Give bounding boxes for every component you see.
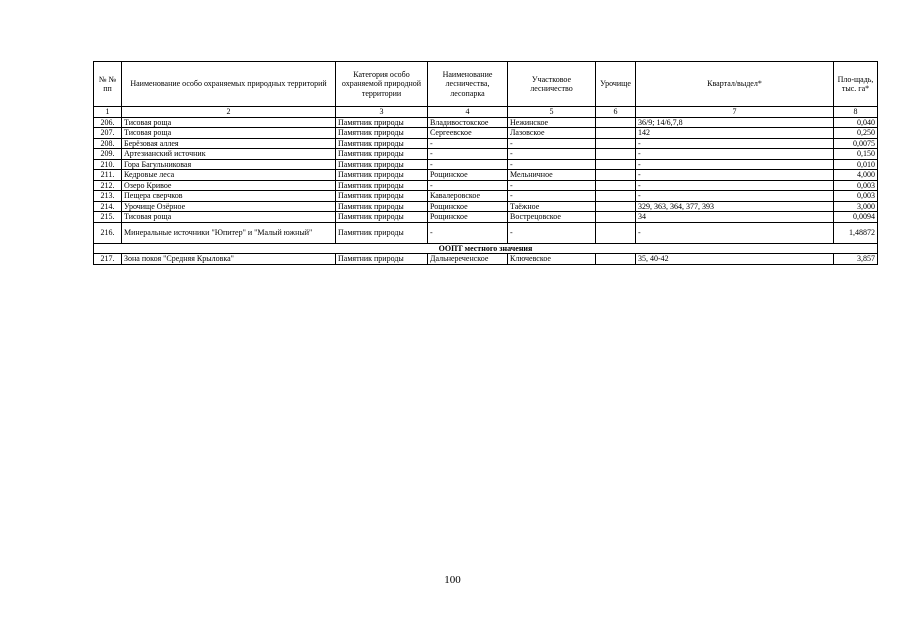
cell-tract [596, 159, 636, 170]
cell-district: Вострецовское [508, 212, 596, 223]
cell-forestry: - [428, 138, 508, 149]
header-block: Квартал/выдел* [636, 62, 834, 107]
cell-number: 206. [94, 117, 122, 128]
cell-block: 34 [636, 212, 834, 223]
cell-district: - [508, 222, 596, 243]
cell-tract [596, 222, 636, 243]
column-number-row [94, 107, 878, 118]
cell-area: 3,857 [834, 254, 878, 265]
cell-tract [596, 180, 636, 191]
column-number: 2 [122, 107, 336, 118]
cell-name: Тисовая роща [122, 212, 336, 223]
column-number: 6 [596, 107, 636, 118]
cell-category: Памятник природы [336, 128, 428, 139]
table-row [94, 212, 878, 223]
column-number: 8 [834, 107, 878, 118]
header-number: № № пп [94, 62, 122, 107]
cell-block: 142 [636, 128, 834, 139]
cell-name: Тисовая роща [122, 128, 336, 139]
cell-area: 0,0075 [834, 138, 878, 149]
table-row [94, 138, 878, 149]
cell-forestry: Рощинское [428, 201, 508, 212]
table-row [94, 254, 878, 265]
cell-number: 209. [94, 149, 122, 160]
cell-category: Памятник природы [336, 170, 428, 181]
table-row [94, 128, 878, 139]
cell-area: 0,003 [834, 191, 878, 202]
table-row [94, 159, 878, 170]
cell-forestry: Владивостокское [428, 117, 508, 128]
cell-district: - [508, 159, 596, 170]
cell-number: 215. [94, 212, 122, 223]
cell-category: Памятник природы [336, 138, 428, 149]
table-row [94, 222, 878, 243]
cell-tract [596, 201, 636, 212]
cell-category: Памятник природы [336, 212, 428, 223]
cell-area: 0,010 [834, 159, 878, 170]
cell-tract [596, 254, 636, 265]
column-number: 7 [636, 107, 834, 118]
cell-name: Гора Багульниковая [122, 159, 336, 170]
column-number: 3 [336, 107, 428, 118]
cell-tract [596, 212, 636, 223]
cell-number: 214. [94, 201, 122, 212]
cell-tract [596, 138, 636, 149]
cell-category: Памятник природы [336, 159, 428, 170]
cell-number: 212. [94, 180, 122, 191]
cell-district: - [508, 180, 596, 191]
cell-district: Ключевское [508, 254, 596, 265]
cell-district: Нежинское [508, 117, 596, 128]
cell-area: 0,003 [834, 180, 878, 191]
cell-category: Памятник природы [336, 191, 428, 202]
cell-tract [596, 170, 636, 181]
section-title: ООПТ местного значения [94, 243, 878, 254]
header-tract: Урочище [596, 62, 636, 107]
cell-category: Памятник природы [336, 149, 428, 160]
column-number: 4 [428, 107, 508, 118]
cell-category: Памятник природы [336, 254, 428, 265]
cell-tract [596, 117, 636, 128]
cell-forestry: Рощинское [428, 170, 508, 181]
cell-area: 0,150 [834, 149, 878, 160]
table-header-row [94, 62, 878, 107]
table-row [94, 201, 878, 212]
cell-name: Тисовая роща [122, 117, 336, 128]
cell-district: Лазовское [508, 128, 596, 139]
cell-block: - [636, 170, 834, 181]
header-area: Пло-щадь, тыс. га* [834, 62, 878, 107]
cell-name: Минеральные источники "Юпитер" и "Малый южный" [122, 222, 336, 243]
cell-block: - [636, 222, 834, 243]
page-number: 100 [444, 574, 461, 586]
cell-district: Мельничное [508, 170, 596, 181]
cell-tract [596, 191, 636, 202]
table-row [94, 149, 878, 160]
cell-name: Озеро Кривое [122, 180, 336, 191]
cell-block: 329, 363, 364, 377, 393 [636, 201, 834, 212]
cell-name: Пещера сверчков [122, 191, 336, 202]
header-category: Категория особо охраняемой природной территории [336, 62, 428, 107]
cell-forestry: Рощинское [428, 212, 508, 223]
table-row [94, 180, 878, 191]
cell-number: 217. [94, 254, 122, 265]
document-table-container [93, 61, 877, 265]
cell-category: Памятник природы [336, 180, 428, 191]
column-number: 5 [508, 107, 596, 118]
cell-tract [596, 128, 636, 139]
table-row [94, 117, 878, 128]
cell-area: 3,000 [834, 201, 878, 212]
cell-block: - [636, 159, 834, 170]
cell-name: Берёзовая аллея [122, 138, 336, 149]
cell-name: Зона покоя "Средняя Крыловка" [122, 254, 336, 265]
cell-forestry: Сергеевское [428, 128, 508, 139]
cell-number: 208. [94, 138, 122, 149]
cell-forestry: - [428, 222, 508, 243]
cell-category: Памятник природы [336, 201, 428, 212]
cell-name: Кедровые леса [122, 170, 336, 181]
table-row [94, 191, 878, 202]
table-row [94, 170, 878, 181]
cell-block: 36/9; 14/6,7,8 [636, 117, 834, 128]
header-district: Участковое лесничество [508, 62, 596, 107]
cell-block: - [636, 149, 834, 160]
cell-number: 213. [94, 191, 122, 202]
cell-tract [596, 149, 636, 160]
cell-district: Таёжное [508, 201, 596, 212]
cell-area: 0,0094 [834, 212, 878, 223]
cell-area: 0,250 [834, 128, 878, 139]
cell-block: - [636, 191, 834, 202]
cell-district: - [508, 191, 596, 202]
cell-category: Памятник природы [336, 222, 428, 243]
cell-area: 4,000 [834, 170, 878, 181]
cell-block: 35, 40-42 [636, 254, 834, 265]
section-header-row [94, 243, 878, 254]
cell-category: Памятник природы [336, 117, 428, 128]
cell-area: 1,48872 [834, 222, 878, 243]
cell-forestry: - [428, 159, 508, 170]
cell-block: - [636, 138, 834, 149]
cell-block: - [636, 180, 834, 191]
cell-forestry: Кавалеровское [428, 191, 508, 202]
cell-number: 216. [94, 222, 122, 243]
cell-name: Артезианский источник [122, 149, 336, 160]
header-forestry: Наименование лесничества, лесопарка [428, 62, 508, 107]
cell-district: - [508, 138, 596, 149]
column-number: 1 [94, 107, 122, 118]
cell-number: 211. [94, 170, 122, 181]
cell-area: 0,040 [834, 117, 878, 128]
header-name: Наименование особо охраняемых природных территорий [122, 62, 336, 107]
cell-district: - [508, 149, 596, 160]
protected-areas-table [93, 61, 878, 265]
cell-name: Урочище Озёрное [122, 201, 336, 212]
cell-number: 207. [94, 128, 122, 139]
cell-forestry: - [428, 180, 508, 191]
cell-forestry: - [428, 149, 508, 160]
cell-number: 210. [94, 159, 122, 170]
cell-forestry: Дальнереченское [428, 254, 508, 265]
